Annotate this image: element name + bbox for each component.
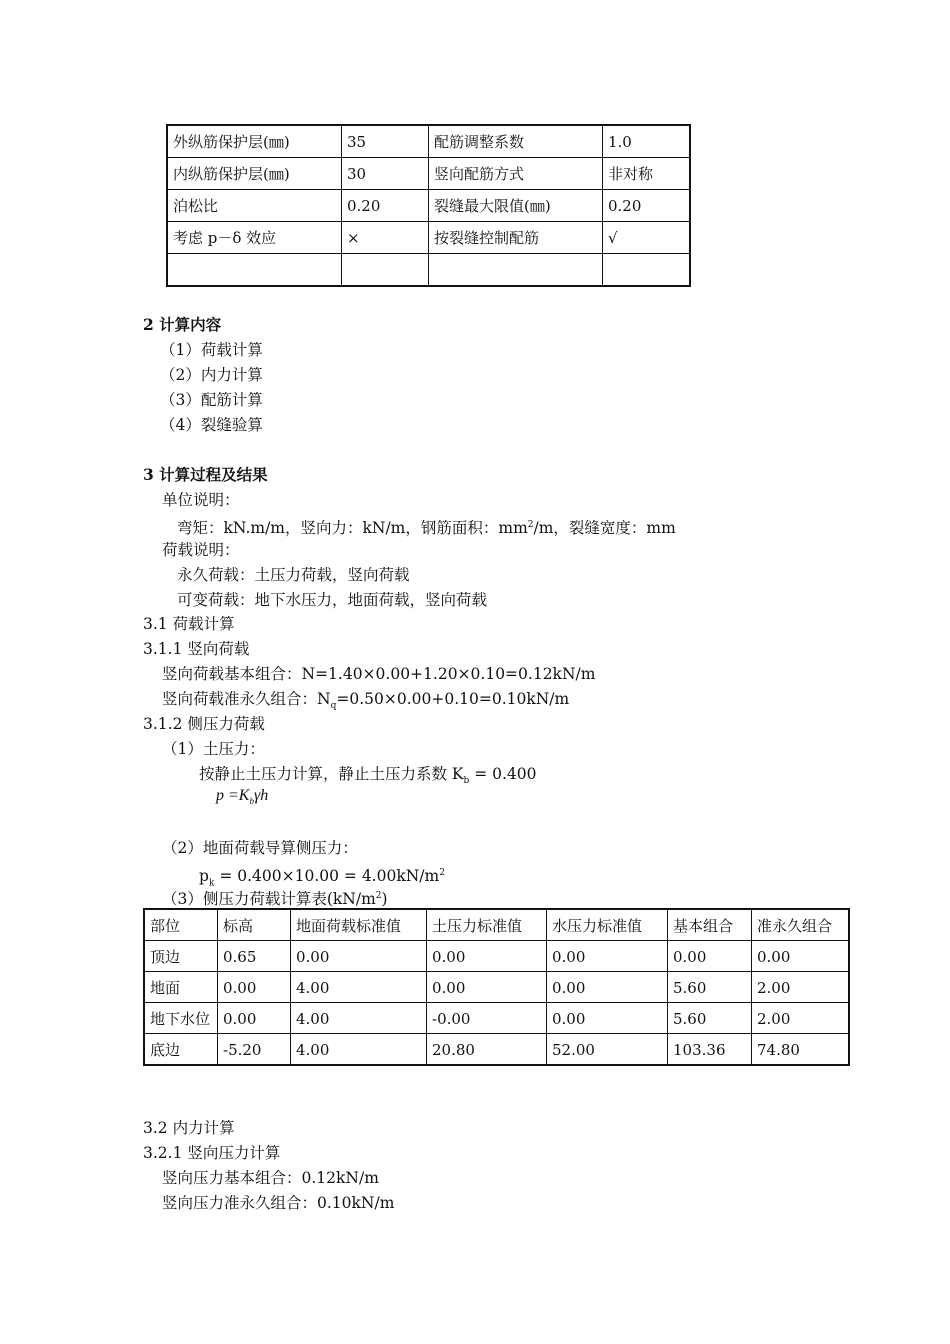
earth-pressure-title: （1）土压力： bbox=[162, 740, 265, 758]
column-header: 标高 bbox=[218, 909, 291, 941]
table-title-text-a: （3）侧压力荷载计算表(kN/m bbox=[162, 890, 376, 909]
table-cell: × bbox=[342, 222, 429, 254]
table-title-superscript: 2 bbox=[375, 891, 382, 901]
table-cell: 竖向配筋方式 bbox=[429, 158, 603, 190]
table-cell: -5.20 bbox=[218, 1034, 291, 1066]
unit-description bbox=[177, 514, 676, 539]
formula-subscript: b bbox=[249, 796, 254, 807]
table-cell: 顶边 bbox=[144, 941, 218, 972]
table-cell: √ bbox=[603, 222, 691, 254]
table-cell: 0.00 bbox=[427, 972, 547, 1003]
content-item: （3）配筋计算 bbox=[160, 391, 263, 409]
column-header: 部位 bbox=[144, 909, 218, 941]
pk-subscript: k bbox=[208, 878, 215, 889]
table-row bbox=[167, 190, 690, 222]
table-cell: 5.60 bbox=[668, 972, 752, 1003]
table-cell: 裂缝最大限值(㎜) bbox=[429, 190, 603, 222]
content-item: （1）荷载计算 bbox=[160, 341, 263, 359]
table-cell: 0.00 bbox=[218, 1003, 291, 1034]
pk-text-b: = 0.400×10.00 = 4.00kN/m bbox=[214, 867, 440, 886]
unit-text-b: /m，裂缝宽度：mm bbox=[533, 519, 676, 538]
column-header: 基本组合 bbox=[668, 909, 752, 941]
section-3-1-2-heading: 3.1.2 侧压力荷载 bbox=[143, 715, 265, 733]
column-header: 地面荷载标准值 bbox=[291, 909, 427, 941]
table-cell: 底边 bbox=[144, 1034, 218, 1066]
formula-text-b: γh bbox=[253, 787, 269, 804]
table-cell bbox=[342, 254, 429, 287]
section-3-2-1-heading: 3.2.1 竖向压力计算 bbox=[143, 1144, 281, 1162]
table-cell: 内纵筋保护层(㎜) bbox=[167, 158, 342, 190]
table-row bbox=[167, 125, 690, 158]
table-cell: 2.00 bbox=[752, 972, 850, 1003]
table-cell: 0.00 bbox=[291, 941, 427, 972]
table-row bbox=[167, 158, 690, 190]
table-cell: 地下水位 bbox=[144, 1003, 218, 1034]
table-cell: 1.0 bbox=[603, 125, 691, 158]
content-item: （4）裂缝验算 bbox=[160, 416, 263, 434]
table-cell: 35 bbox=[342, 125, 429, 158]
content-item: （2）内力计算 bbox=[160, 366, 263, 384]
table-cell bbox=[167, 254, 342, 287]
table-cell: 泊松比 bbox=[167, 190, 342, 222]
table-cell: 0.00 bbox=[668, 941, 752, 972]
table-cell: 按裂缝控制配筋 bbox=[429, 222, 603, 254]
pk-text-a: p bbox=[199, 867, 209, 886]
table-title-text-b: ) bbox=[381, 890, 388, 909]
table-cell: 配筋调整系数 bbox=[429, 125, 603, 158]
quasi-text-a: 竖向荷载准永久组合：N bbox=[162, 690, 331, 708]
parameters-table bbox=[166, 124, 691, 287]
table-cell: 2.00 bbox=[752, 1003, 850, 1034]
quasi-subscript: q bbox=[330, 701, 337, 712]
table-cell: 0.00 bbox=[547, 972, 668, 1003]
table-cell: 20.80 bbox=[427, 1034, 547, 1066]
table-cell: 考虑 p－δ 效应 bbox=[167, 222, 342, 254]
table-cell: 外纵筋保护层(㎜) bbox=[167, 125, 342, 158]
earth-pressure-formula bbox=[216, 785, 268, 812]
vertical-pressure-quasi: 竖向压力准永久组合：0.10kN/m bbox=[162, 1194, 395, 1212]
table-cell: 103.36 bbox=[668, 1034, 752, 1066]
table-cell: 0.00 bbox=[427, 941, 547, 972]
table-cell: 地面 bbox=[144, 972, 218, 1003]
table-row bbox=[167, 222, 690, 254]
table-header-row bbox=[144, 909, 849, 941]
variable-load: 可变荷载：地下水压力，地面荷载，竖向荷载 bbox=[177, 591, 488, 609]
section-3-1-heading: 3.1 荷载计算 bbox=[143, 615, 235, 633]
table-cell bbox=[603, 254, 691, 287]
column-header: 准永久组合 bbox=[752, 909, 850, 941]
ground-load-title: （2）地面荷载导算侧压力： bbox=[162, 839, 358, 857]
section-2-heading: 2 计算内容 bbox=[143, 315, 222, 334]
table-row bbox=[144, 1034, 849, 1066]
table-cell: 0.20 bbox=[603, 190, 691, 222]
table-row bbox=[144, 972, 849, 1003]
table-cell: 30 bbox=[342, 158, 429, 190]
table-cell: 0.65 bbox=[218, 941, 291, 972]
table-cell bbox=[429, 254, 603, 287]
table-row bbox=[167, 254, 690, 287]
section-3-heading: 3 计算过程及结果 bbox=[143, 465, 268, 484]
table-cell: 0.00 bbox=[547, 1003, 668, 1034]
table-cell: 0.00 bbox=[218, 972, 291, 1003]
table-row bbox=[144, 941, 849, 972]
table-cell: 4.00 bbox=[291, 1034, 427, 1066]
lateral-pressure-table bbox=[143, 908, 850, 1066]
permanent-load: 永久荷载：土压力荷载，竖向荷载 bbox=[177, 566, 410, 584]
table-cell: 0.00 bbox=[547, 941, 668, 972]
unit-superscript: 2 bbox=[527, 520, 534, 530]
table-cell: 非对称 bbox=[603, 158, 691, 190]
table-cell: 0.20 bbox=[342, 190, 429, 222]
section-3-1-1-heading: 3.1.1 竖向荷载 bbox=[143, 640, 250, 658]
earth-subscript: b bbox=[463, 776, 470, 787]
table-cell: 52.00 bbox=[547, 1034, 668, 1066]
table-cell: 0.00 bbox=[752, 941, 850, 972]
quasi-text-b: =0.50×0.00+0.10=0.10kN/m bbox=[336, 690, 570, 708]
vertical-basic-combination: 竖向荷载基本组合：N=1.40×0.00+1.20×0.10=0.12kN/m bbox=[162, 665, 596, 683]
pk-superscript: 2 bbox=[439, 868, 445, 878]
column-header: 土压力标准值 bbox=[427, 909, 547, 941]
earth-text-a: 按静止土压力计算，静止土压力系数 K bbox=[199, 765, 464, 783]
pressure-table-title bbox=[162, 885, 388, 910]
table-cell: 4.00 bbox=[291, 1003, 427, 1034]
vertical-pressure-basic: 竖向压力基本组合：0.12kN/m bbox=[162, 1169, 379, 1187]
unit-text-a: 弯矩：kN.m/m，竖向力：kN/m，钢筋面积：mm bbox=[177, 519, 528, 538]
earth-text-b: = 0.400 bbox=[469, 765, 537, 783]
table-row bbox=[144, 1003, 849, 1034]
section-3-2-heading: 3.2 内力计算 bbox=[143, 1119, 235, 1137]
table-cell: 74.80 bbox=[752, 1034, 850, 1066]
table-cell: 5.60 bbox=[668, 1003, 752, 1034]
load-title: 荷载说明： bbox=[162, 541, 240, 559]
table-cell: 4.00 bbox=[291, 972, 427, 1003]
unit-title: 单位说明： bbox=[162, 491, 240, 509]
formula-text-a: p =K bbox=[216, 787, 250, 804]
column-header: 水压力标准值 bbox=[547, 909, 668, 941]
table-cell: -0.00 bbox=[427, 1003, 547, 1034]
